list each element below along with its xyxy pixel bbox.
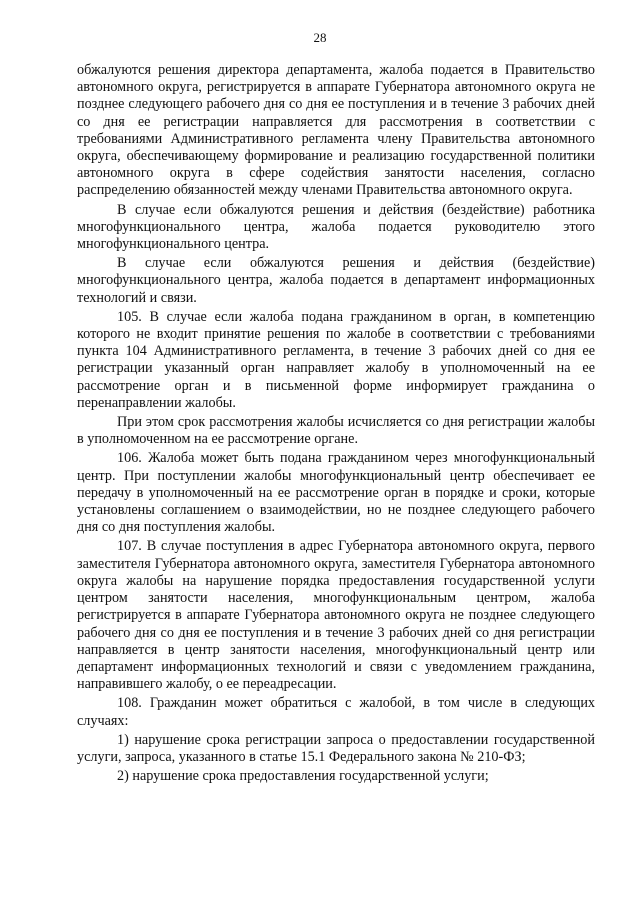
paragraph: обжалуются решения директора департамента, жалоба подается в Правительство автономного округа, регистрируется в аппарате Губернатора автономного округа не позднее следующего рабочего дня со дня ее поступления и в течение 3 рабочих дней со дня ее регистрации направляется для рассмотрения в соответствии с требованиями Административного регламента члену Правительства автономного округа, обеспечивающему формирование и реализацию государственной политики автономного округа в сфере содействия занятости населения, согласно распределению обязанностей между членами Правительства автономного округа. <box>77 62 595 199</box>
paragraph: 107. В случае поступления в адрес Губернатора автономного округа, первого заместителя Губернатора автономного округа, заместителя Губернатора автономного округа жалобы на нарушение порядка предоставления государственной услуги центром занятости населения, многофункциональным центром, жалоба регистрируется в аппарате Губернатора автономного округа не позднее следующего рабочего дня со дня ее поступления и в течение 3 рабочих дней со дня регистрации направляется в центр занятости населения, многофункциональный центр или департамент информационных технологий и связи с уведомлением гражданина, направившего жалобу, о ее переадресации. <box>77 538 595 693</box>
paragraph: 106. Жалоба может быть подана гражданином через многофункциональный центр. При поступлении жалобы многофункциональный центр обеспечивает ее передачу в уполномоченный на ее рассмотрение орган в порядке и сроки, которые установлены соглашением о взаимодействии, но не позднее следующего рабочего дня со дня поступления жалобы. <box>77 450 595 536</box>
page-number: 28 <box>313 30 327 45</box>
paragraph: 108. Гражданин может обратиться с жалобой, в том числе в следующих случаях: <box>77 695 595 729</box>
paragraph: В случае если обжалуются решения и действия (бездействие) многофункционального центра, жалоба подается в департамент информационных технологий и связи. <box>77 255 595 306</box>
paragraph: 105. В случае если жалоба подана гражданином в орган, в компетенцию которого не входит принятие решения по жалобе в соответствии с требованиями пункта 104 Административного регламента, в течение 3 рабочих дней со дня ее регистрации указанный орган направляет жалобу в уполномоченный на ее рассмотрение орган и в письменной форме информирует гражданина о перенаправлении жалобы. <box>77 308 595 411</box>
paragraph: В случае если обжалуются решения и действия (бездействие) работника многофункционального центра, жалоба подается руководителю этого многофункционального центра. <box>77 201 595 253</box>
paragraph: При этом срок рассмотрения жалобы исчисляется со дня регистрации жалобы в уполномоченном на ее рассмотрение органе. <box>77 414 595 448</box>
document-body <box>77 62 595 785</box>
paragraph: 2) нарушение срока предоставления государственной услуги; <box>117 768 489 785</box>
paragraph: 1) нарушение срока регистрации запроса о предоставлении государственной услуги, запроса, указанного в статье 15.1 Федерального закона № 210-ФЗ; <box>77 731 595 765</box>
